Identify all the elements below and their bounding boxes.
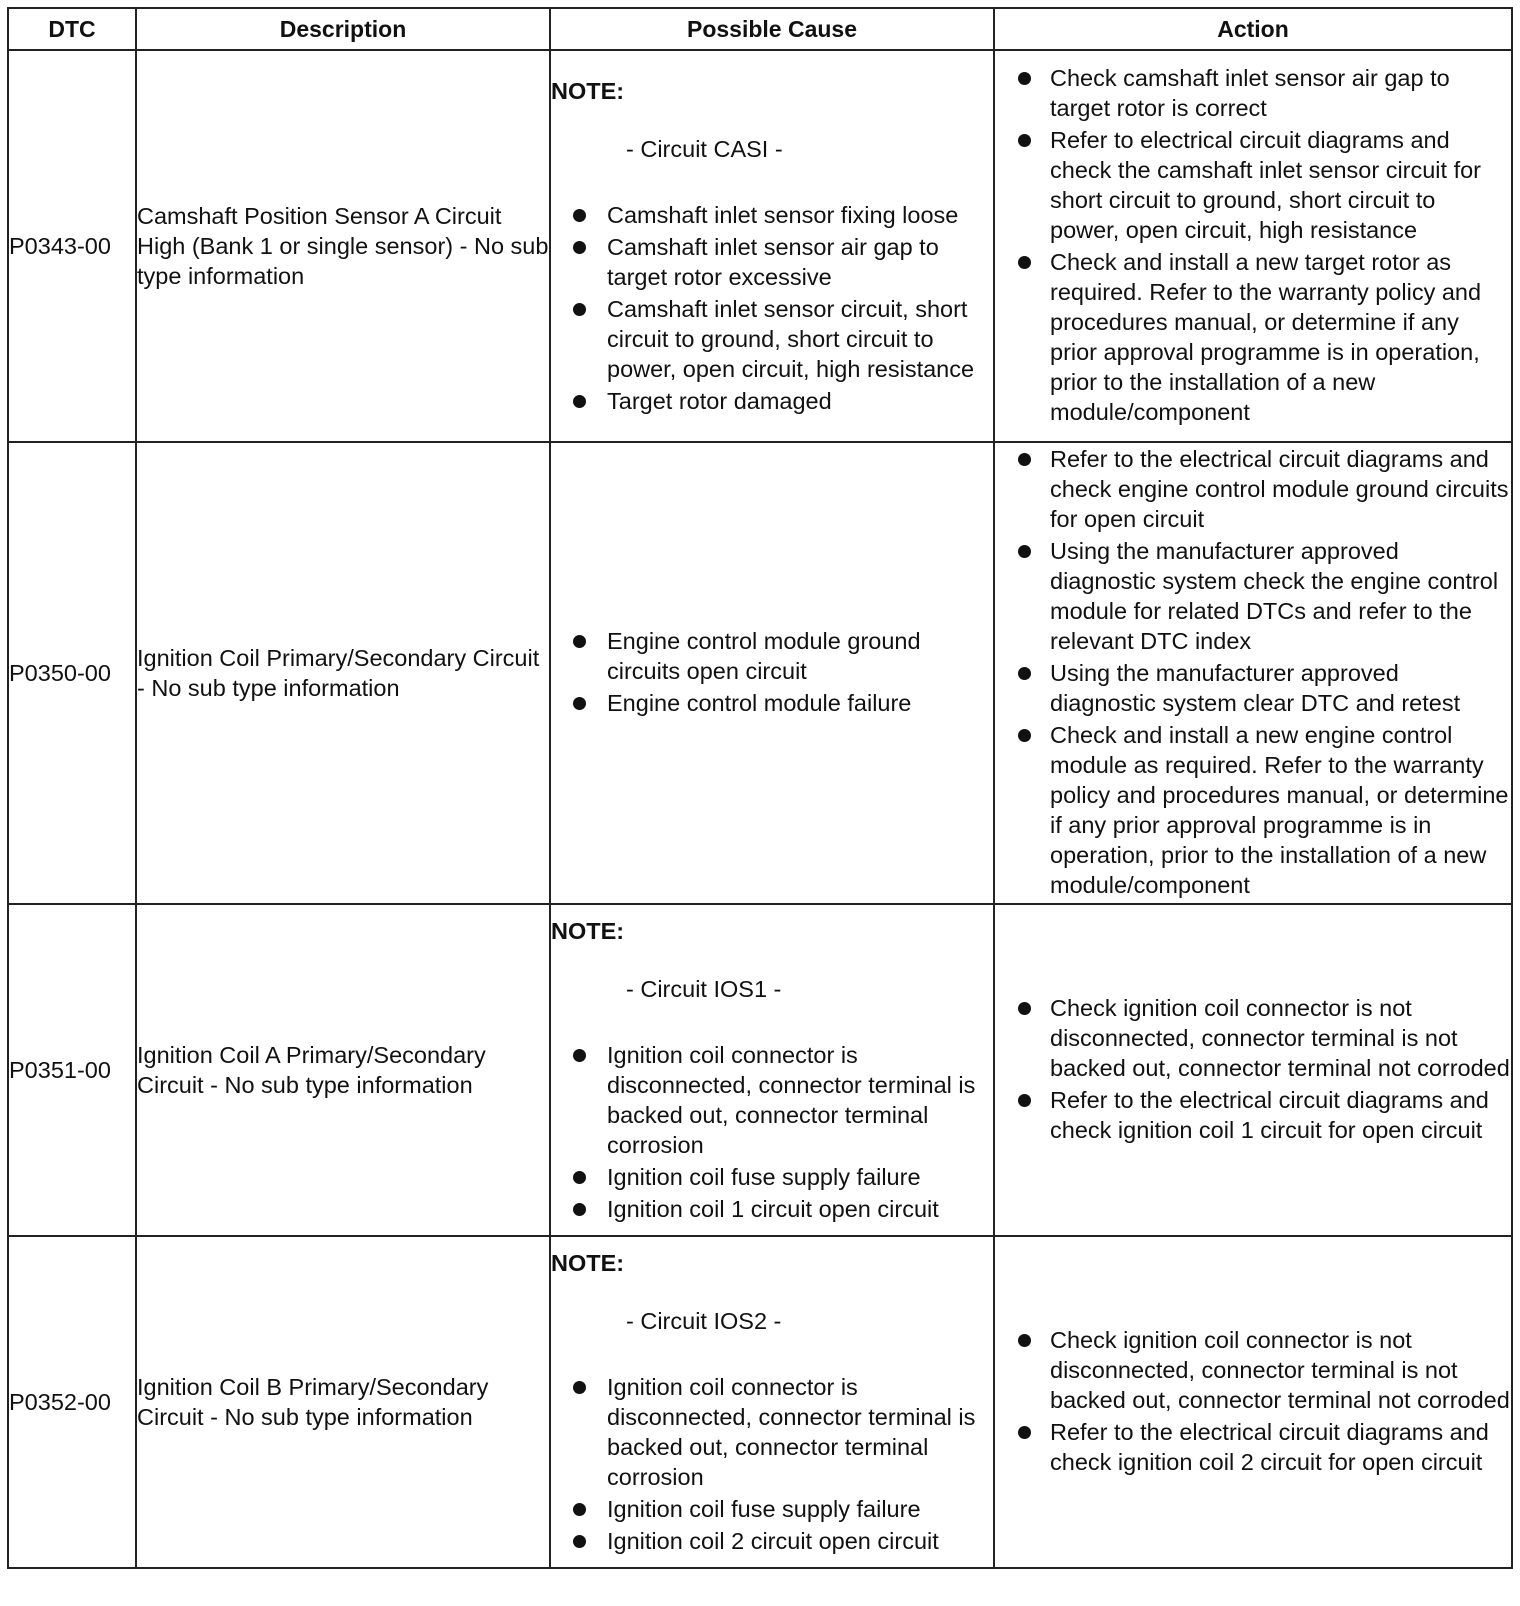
dtc-code: P0343-00 [8,50,136,442]
action-item: Check and install a new target rotor as required. Refer to the warranty policy and procedures manual, or determine if any prior approval programme is in operation, prior to the installation of a new module/component [995,247,1511,427]
table-row [8,50,1512,442]
table-row [8,1236,1512,1568]
cause-item: Target rotor damaged [551,386,993,416]
dtc-table [7,7,1513,1569]
cause-item: Camshaft inlet sensor air gap to target rotor excessive [551,232,993,292]
cause-item: Ignition coil fuse supply failure [551,1162,993,1192]
action-cell [994,904,1512,1236]
dtc-code: P0351-00 [8,904,136,1236]
note-label: NOTE: [551,1250,625,1276]
possible-cause-cell [550,1236,994,1568]
circuit-label: - Circuit CASI - [626,136,783,162]
circuit-label: - Circuit IOS1 - [626,976,782,1002]
cause-item: Ignition coil fuse supply failure [551,1494,993,1524]
possible-cause-cell [550,904,994,1236]
cause-item: Ignition coil 1 circuit open circuit [551,1194,993,1224]
dtc-code: P0350-00 [8,442,136,904]
cause-item: Camshaft inlet sensor circuit, short circuit to ground, short circuit to power, open circuit, high resistance [551,294,993,384]
action-item: Check camshaft inlet sensor air gap to target rotor is correct [995,63,1511,123]
header-description: Description [136,8,550,50]
action-list [995,993,1511,1145]
cause-item: Ignition coil connector is disconnected, connector terminal is backed out, connector terminal corrosion [551,1372,993,1492]
cause-item: Ignition coil connector is disconnected, connector terminal is backed out, connector terminal corrosion [551,1040,993,1160]
possible-cause-cell [550,442,994,904]
cause-item: Ignition coil 2 circuit open circuit [551,1526,993,1556]
circuit-label: - Circuit IOS2 - [626,1308,782,1334]
action-cell [994,50,1512,442]
possible-cause-cell [550,50,994,442]
action-list [995,444,1511,900]
header-action: Action [994,8,1512,50]
action-cell [994,1236,1512,1568]
cause-list [551,200,993,416]
dtc-description: Ignition Coil A Primary/Secondary Circuit - No sub type information [136,904,550,1236]
header-possible-cause: Possible Cause [550,8,994,50]
dtc-description: Ignition Coil B Primary/Secondary Circuit - No sub type information [136,1236,550,1568]
action-item: Refer to the electrical circuit diagrams and check engine control module ground circuits for open circuit [995,444,1511,534]
cause-item: Camshaft inlet sensor fixing loose [551,200,993,230]
table-row [8,904,1512,1236]
action-cell [994,442,1512,904]
cause-list [551,1040,993,1224]
header-dtc: DTC [8,8,136,50]
action-item: Refer to electrical circuit diagrams and check the camshaft inlet sensor circuit for short circuit to ground, short circuit to power, open circuit, high resistance [995,125,1511,245]
table-row [8,442,1512,904]
action-item: Using the manufacturer approved diagnostic system clear DTC and retest [995,658,1511,718]
action-item: Check and install a new engine control module as required. Refer to the warranty policy and procedures manual, or determine if any prior approval programme is in operation, prior to the installation of a new module/component [995,720,1511,900]
action-item: Using the manufacturer approved diagnostic system check the engine control module for related DTCs and refer to the relevant DTC index [995,536,1511,656]
dtc-description: Camshaft Position Sensor A Circuit High (Bank 1 or single sensor) - No sub type information [136,50,550,442]
action-item: Check ignition coil connector is not disconnected, connector terminal is not backed out, connector terminal not corroded [995,993,1511,1083]
note-label: NOTE: [551,918,625,944]
action-list [995,1325,1511,1477]
dtc-code: P0352-00 [8,1236,136,1568]
dtc-description: Ignition Coil Primary/Secondary Circuit - No sub type information [136,442,550,904]
cause-list [551,1372,993,1556]
action-item: Refer to the electrical circuit diagrams and check ignition coil 2 circuit for open circuit [995,1417,1511,1477]
cause-item: Engine control module ground circuits open circuit [551,626,993,686]
header-row [8,8,1512,50]
action-item: Check ignition coil connector is not disconnected, connector terminal is not backed out, connector terminal not corroded [995,1325,1511,1415]
note-label: NOTE: [551,78,625,104]
cause-list [551,626,993,718]
action-list [995,63,1511,427]
action-item: Refer to the electrical circuit diagrams and check ignition coil 1 circuit for open circuit [995,1085,1511,1145]
cause-item: Engine control module failure [551,688,993,718]
